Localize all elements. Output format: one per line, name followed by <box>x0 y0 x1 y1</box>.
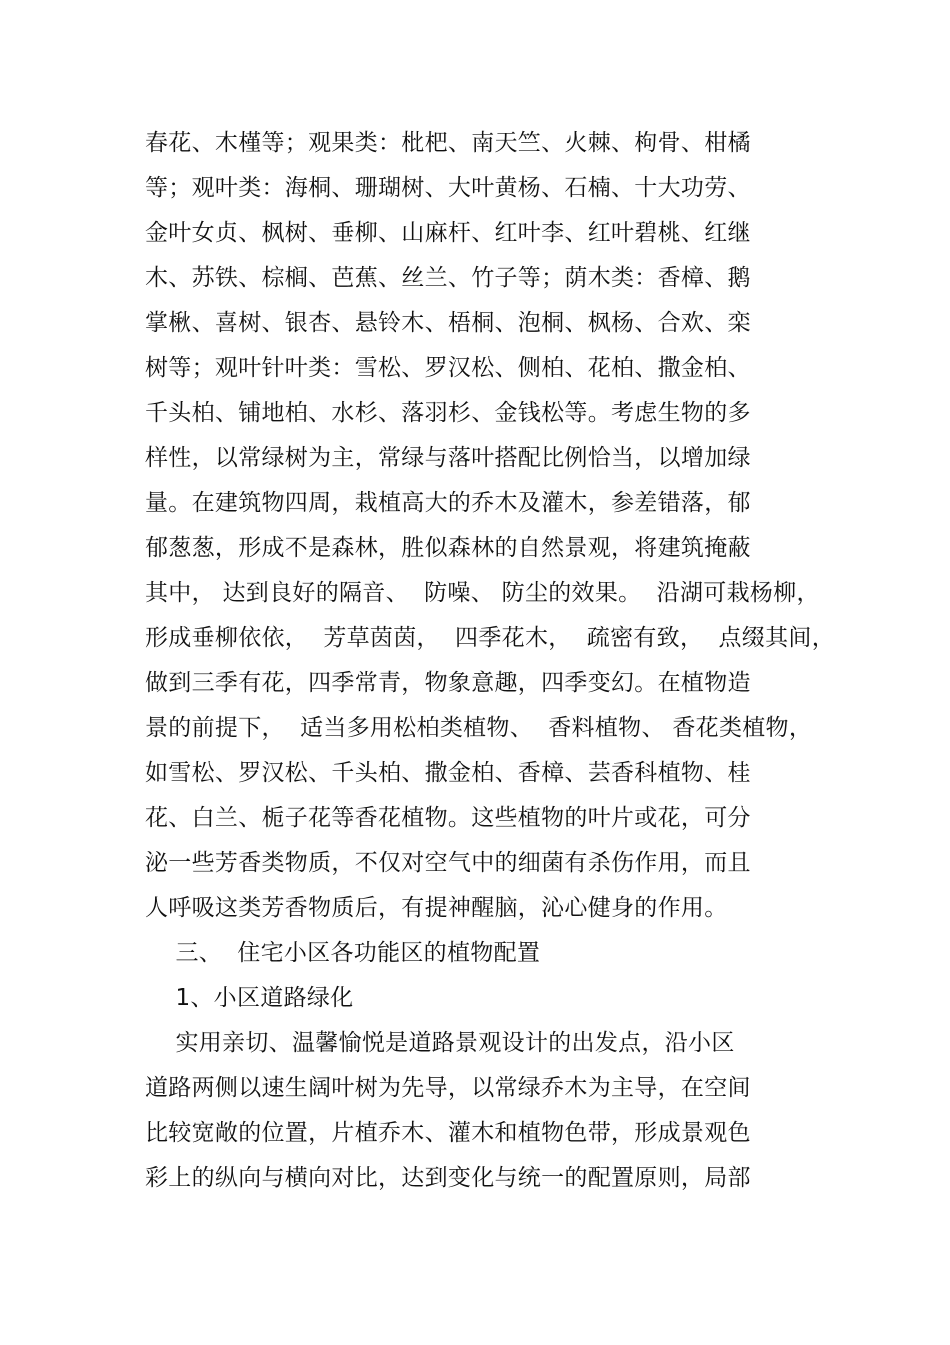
text-line: 形成垂柳依依， 芳草茵茵， 四季花木， 疏密有致， 点缀其间， <box>145 625 835 651</box>
text-line: 掌楸、喜树、银杏、悬铃木、梧桐、泡桐、枫杨、合欢、栾 <box>145 310 751 336</box>
text-line: 样性，以常绿树为主，常绿与落叶搭配比例恰当，以增加绿 <box>145 445 751 471</box>
text-line: 春花、木槿等；观果类：枇杷、南天竺、火棘、枸骨、柑橘 <box>145 130 751 156</box>
subsection-heading: 1、小区道路绿化 <box>145 985 354 1011</box>
section-heading: 三、 住宅小区各功能区的植物配置 <box>145 940 541 966</box>
text-line: 做到三季有花，四季常青，物象意趣，四季变幻。在植物造 <box>145 670 751 696</box>
text-line: 景的前提下， 适当多用松柏类植物、 香料植物、 香花类植物， <box>145 715 813 741</box>
text-line: 金叶女贞、枫树、垂柳、山麻杆、红叶李、红叶碧桃、红继 <box>145 220 751 246</box>
text-line: 千头柏、铺地柏、水杉、落羽杉、金钱松等。考虑生物的多 <box>145 400 751 426</box>
text-line: 彩上的纵向与横向对比，达到变化与统一的配置原则，局部 <box>145 1165 751 1191</box>
text-line: 等；观叶类：海桐、珊瑚树、大叶黄杨、石楠、十大功劳、 <box>145 175 751 201</box>
text-line: 泌一些芳香类物质，不仅对空气中的细菌有杀伤作用，而且 <box>145 850 751 876</box>
text-line: 比较宽敞的位置，片植乔木、灌木和植物色带，形成景观色 <box>145 1120 751 1146</box>
text-line: 量。在建筑物四周，栽植高大的乔木及灌木，参差错落，郁 <box>145 490 751 516</box>
text-line: 花、白兰、栀子花等香花植物。这些植物的叶片或花，可分 <box>145 805 751 831</box>
text-line: 其中， 达到良好的隔音、 防噪、 防尘的效果。 沿湖可栽杨柳， <box>145 580 820 606</box>
text-line: 木、苏铁、棕榈、芭蕉、丝兰、竹子等；荫木类：香樟、鹅 <box>145 265 751 291</box>
text-line: 如雪松、罗汉松、千头柏、撒金柏、香樟、芸香科植物、桂 <box>145 760 751 786</box>
text-line: 实用亲切、温馨愉悦是道路景观设计的出发点，沿小区 <box>145 1030 735 1056</box>
text-line: 郁葱葱，形成不是森林，胜似森林的自然景观，将建筑掩蔽 <box>145 535 751 561</box>
text-line: 树等；观叶针叶类：雪松、罗汉松、侧柏、花柏、撒金柏、 <box>145 355 751 381</box>
text-line: 道路两侧以速生阔叶树为先导，以常绿乔木为主导，在空间 <box>145 1075 751 1101</box>
text-line: 人呼吸这类芳香物质后，有提神醒脑，沁心健身的作用。 <box>145 895 728 921</box>
